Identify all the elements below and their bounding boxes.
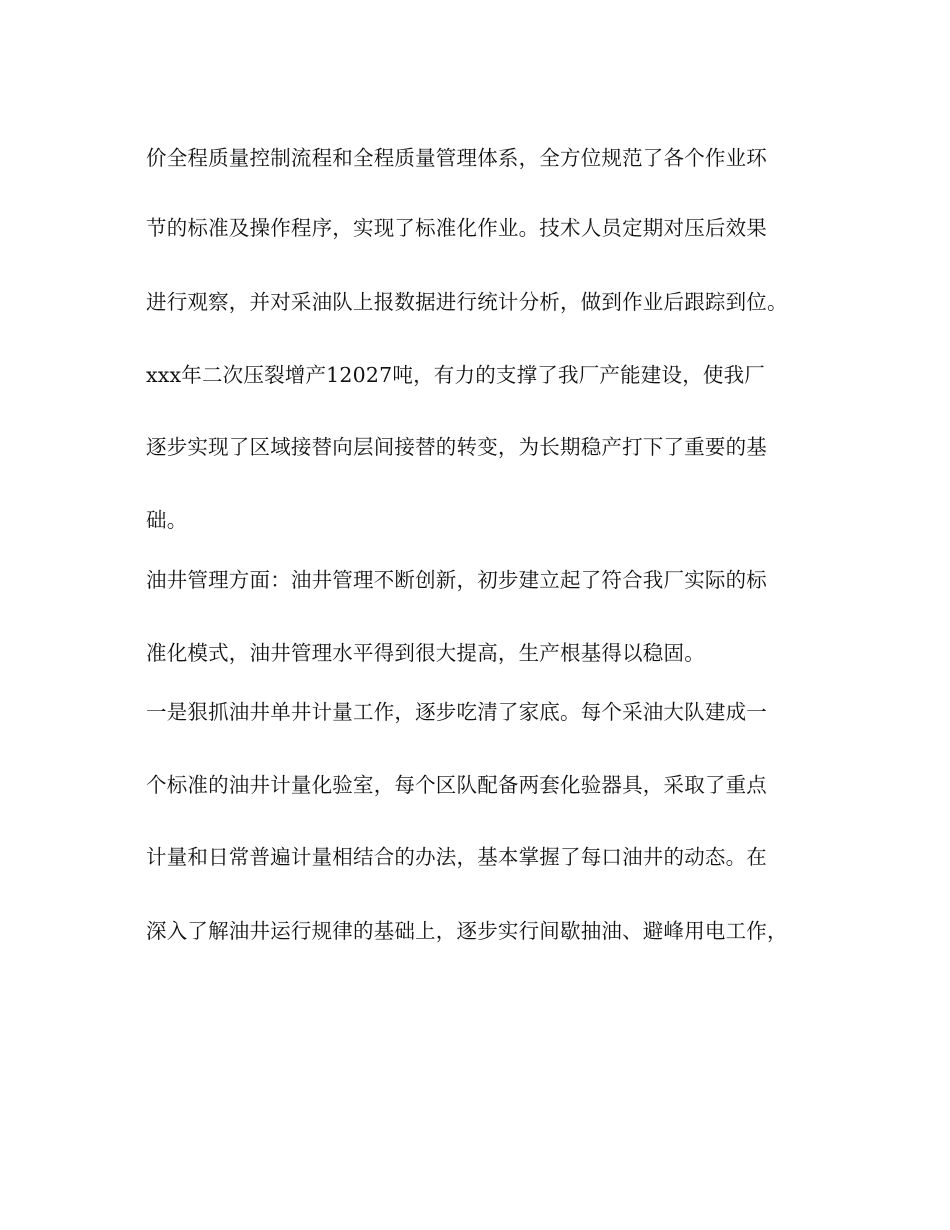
text-line: 油井管理方面：油井管理不断创新，初步建立起了符合我厂实际的标 bbox=[146, 568, 767, 592]
text-line: 进行观察，并对采油队上报数据进行统计分析，做到作业后跟踪到位。 bbox=[146, 290, 788, 314]
text-line: 一是狠抓油井单井计量工作，逐步吃清了家底。每个采油大队建成一 bbox=[146, 700, 767, 724]
text-line: 节的标准及操作程序，实现了标准化作业。技术人员定期对压后效果 bbox=[146, 216, 767, 240]
text-line: 础。 bbox=[146, 508, 188, 532]
text-line: 深入了解油井运行规律的基础上，逐步实行间歇抽油、避峰用电工作， bbox=[146, 919, 788, 943]
text-line: 计量和日常普遍计量相结合的办法，基本掌握了每口油井的动态。在 bbox=[146, 845, 767, 869]
text-line: 个标准的油井计量化验室，每个区队配备两套化验器具，采取了重点 bbox=[146, 773, 767, 797]
text-line: 逐步实现了区域接替向层间接替的转变，为长期稳产打下了重要的基 bbox=[146, 435, 767, 459]
text-line: 价全程质量控制流程和全程质量管理体系，全方位规范了各个作业环 bbox=[146, 146, 767, 170]
text-line: xxx年二次压裂增产12027吨，有力的支撑了我厂产能建设，使我厂 bbox=[146, 363, 765, 387]
text-line: 准化模式，油井管理水平得到很大提高，生产根基得以稳固。 bbox=[146, 641, 705, 665]
